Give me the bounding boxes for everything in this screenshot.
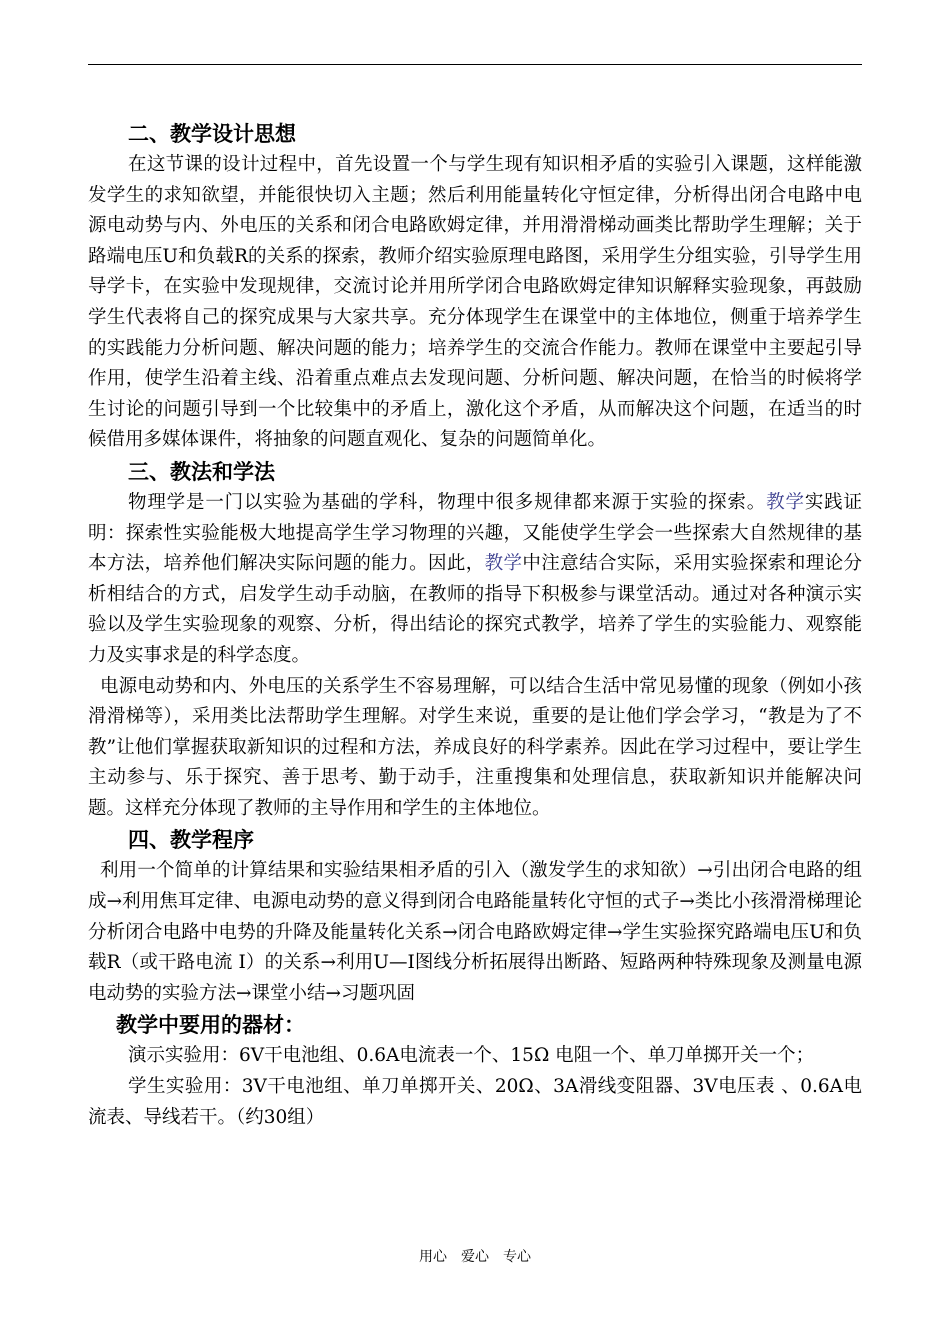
method-text-c: 实践证明：探索性实验能极大地提高学生学习物理的兴趣，又能使学生学会一些探索大自然规律的基本方法，培养他们解决实际问题的能力。因此，	[88, 491, 862, 575]
equipment-student: 学生实验用：3V干电池组、单刀单掷开关、20Ω、3A滑线变阻器、3V电压表 、0.6A电流表、导线若干。（约30组）	[88, 1076, 862, 1128]
page-footer: 用心 爱心 专心	[419, 1249, 531, 1265]
procedure-paragraph: 利用一个简单的计算结果和实验结果相矛盾的引入（激发学生的求知欲）→引出闭合电路的组成→利用焦耳定律、电源电动势的意义得到闭合电路能量转化守恒的式子→类比小孩滑滑梯理论分析闭合电路中电势的升降及能量转化关系→闭合电路欧姆定律→学生实验探究路端电压U和负载R（或干路电流 I）的关系→利用U—I图线分析拓展得出断路、短路两种特殊现象及测量电源电动势的实验方法→课堂小结→习题巩固	[88, 860, 862, 1004]
section-title-method: 三、教法和学法	[128, 459, 275, 484]
design-paragraph: 在这节课的设计过程中，首先设置一个与学生现有知识相矛盾的实验引入课题，这样能激发学生的求知欲望，并能很快切入主题；然后利用能量转化守恒定律，分析得出闭合电路中电源电动势与内、外电压的关系和闭合电路欧姆定律，并用滑滑梯动画类比帮助学生理解；关于路端电压U和负载R的关系的探索，教师介绍实验原理电路图，采用学生分组实验，引导学生用导学卡，在实验中发现规律，交流讨论并用所学闭合电路欧姆定律知识解释实验现象，再鼓励学生代表将自己的探究成果与大家共享。充分体现学生在课堂中的主体地位，侧重于培养学生的实践能力分析问题、解决问题的能力；培养学生的交流合作能力。教师在课堂中主要起引导作用，使学生沿着主线、沿着重点难点去发现问题、分析问题、解决问题，在恰当的时候将学生讨论的问题引导到一个比较集中的矛盾上，激化这个矛盾，从而解决这个问题，在适当的时候借用多媒体课件，将抽象的问题直观化、复杂的问题简单化。	[88, 154, 862, 451]
header-rule	[88, 64, 862, 65]
section-title-design: 二、教学设计思想	[128, 122, 296, 146]
section-title-procedure: 四、教学程序	[128, 828, 254, 853]
teaching-link[interactable]: 教学	[766, 491, 805, 513]
method-text-e: 中注意结合实际，采用实验探索和理论分析相结合的方式，启发学生动手动脑，在教师的指导下积极参与课堂活动。通过对各种演示实验以及学生实验现象的观察、分析，得出结论的探究式教学，培养了学生的实验能力、观察能力及实事求是的科学态度。	[88, 553, 862, 666]
equipment-demo: 演示实验用：6V干电池组、0.6A电流表一个、15Ω 电阻一个、单刀单掷开关一个；	[128, 1045, 815, 1067]
method-paragraph-1	[88, 488, 862, 672]
equipment-title: 教学中要用的器材：	[116, 1013, 305, 1038]
document-body	[88, 118, 862, 1133]
method-paragraph-2: 电源电动势和内、外电压的关系学生不容易理解，可以结合生活中常见易懂的现象（例如小孩滑滑梯等），采用类比法帮助学生理解。对学生来说，重要的是让他们学会学习，“教是为了不教”让他们掌握获取新知识的过程和方法，养成良好的科学素养。因此在学习过程中，要让学生主动参与、乐于探究、善于思考、勤于动手，注重搜集和处理信息，获取新知识并能解决问题。这样充分体现了教师的主导作用和学生的主体地位。	[88, 675, 862, 819]
teaching-link[interactable]: 教学	[484, 553, 523, 575]
method-text-a: 物理学是一门以实验为基础的学科，物理中很多规律都来源于实验的探索。	[128, 491, 767, 513]
